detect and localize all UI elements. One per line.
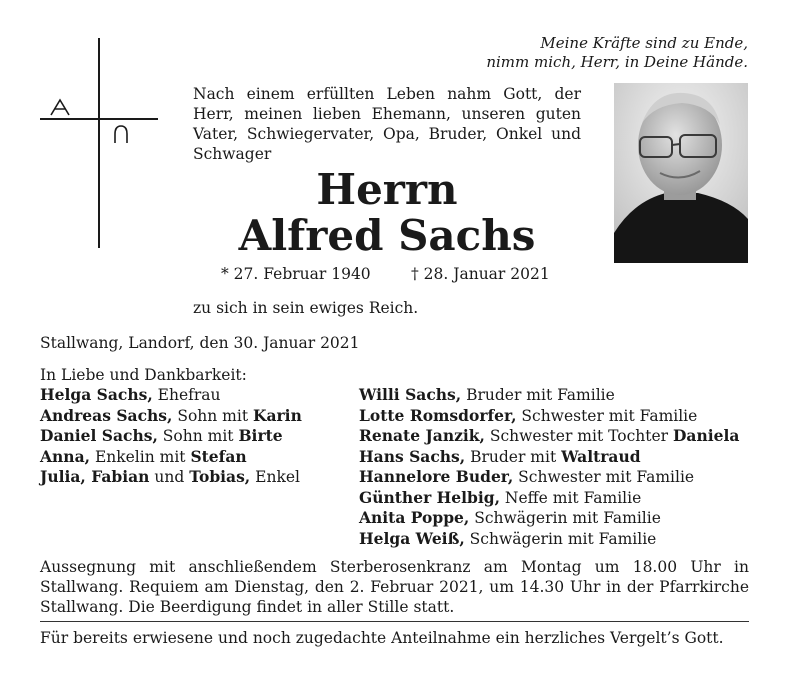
mourners-left-column: [40, 385, 350, 488]
mourner-relation: Neffe mit Familie: [499, 488, 642, 507]
mourner-entry: [40, 467, 350, 488]
mourner-relation: Schwester mit Tochter: [484, 427, 673, 445]
place-and-date: Stallwang, Landorf, den 30. Januar 2021: [40, 334, 360, 352]
mourner-name: Hannelore Buder,: [359, 467, 514, 486]
mourner-name: Karin: [253, 405, 302, 425]
mourner-entry: [359, 385, 751, 406]
portrait-photo: [614, 83, 748, 263]
motto: [486, 34, 748, 72]
motto-line-2: nimm mich, Herr, in Deine Hände.: [486, 53, 748, 71]
mourner-relation: Sohn mit: [172, 406, 253, 425]
death-date: † 28. Januar 2021: [411, 265, 550, 283]
funeral-service-info: Aussegnung mit anschließendem Sterberosenkranz am Montag um 18.00 Uhr in Stallwang. Requiem am Dienstag, den 2. Februar 2021, um 14.30 Uhr in der Pfarrkirche Stallwang. Die Beerdigung findet in aller Stille statt.: [40, 558, 749, 616]
mourner-entry: [359, 406, 751, 427]
mourner-name: Waltraud: [561, 446, 641, 466]
divider: [40, 621, 749, 622]
alpha-icon: [51, 100, 69, 115]
mourners-right-column: [359, 385, 751, 549]
mourner-entry: [40, 385, 350, 406]
mourner-relation: Schwester mit Familie: [513, 468, 695, 486]
mourner-name: Hans Sachs,: [359, 446, 466, 466]
cross-icon: [40, 38, 160, 248]
mourner-name: Renate Janzik,: [359, 426, 485, 445]
mourner-entry: [359, 426, 751, 447]
intro-text: Nach einem erfüllten Leben nahm Gott, der Herr, meinen lieben Ehemann, unseren guten Vater, Schwiegervater, Opa, Bruder, Onkel und Schwager: [193, 85, 581, 163]
mourner-relation: Enkelin mit: [90, 447, 191, 466]
mourner-name: Birte: [238, 426, 283, 445]
mourner-relation: Bruder mit: [465, 447, 562, 466]
salutation: Herrn: [316, 165, 458, 214]
mourner-name: Günther Helbig,: [359, 487, 500, 507]
birth-date: * 27. Februar 1940: [221, 265, 371, 283]
mourner-name: Anita Poppe,: [359, 508, 470, 527]
closing-phrase: zu sich in sein ewiges Reich.: [193, 299, 419, 317]
mourner-entry: [359, 447, 751, 468]
deceased-name: Alfred Sachs: [238, 211, 536, 260]
mourner-name: Julia, Fabian: [40, 467, 150, 486]
mourner-name: Andreas Sachs,: [40, 405, 173, 425]
mourner-name: Daniel Sachs,: [40, 426, 158, 445]
motto-line-1: Meine Kräfte sind zu Ende,: [540, 34, 748, 52]
mourner-name: Tobias,: [189, 467, 251, 486]
closing-thanks: Für bereits erwiesene und noch zugedachte Anteilnahme ein herzliches Vergelt’s Gott.: [40, 629, 724, 647]
mourner-entry: [359, 467, 751, 488]
mourner-name: Daniela: [672, 426, 740, 445]
mourner-name: Helga Weiß,: [359, 528, 465, 548]
mourner-relation: Schwägerin mit Familie: [464, 529, 657, 548]
mourner-relation: Schwägerin mit Familie: [469, 509, 661, 527]
mourner-relation: Sohn mit: [157, 427, 239, 445]
mourner-entry: [40, 426, 350, 447]
mourners-heading: In Liebe und Dankbarkeit:: [40, 366, 247, 384]
mourner-entry: [359, 508, 751, 529]
mourner-relation: Schwester mit Familie: [516, 406, 698, 425]
mourner-relation: Ehefrau: [152, 386, 221, 404]
mourner-entry: [359, 488, 751, 509]
mourner-relation: und: [149, 468, 190, 486]
mourner-name: Anna,: [40, 446, 91, 466]
mourner-name: Lotte Romsdorfer,: [359, 405, 517, 425]
mourner-entry: [40, 406, 350, 427]
mourner-relation: Enkel: [250, 468, 300, 486]
omega-icon: [115, 126, 127, 143]
mourner-name: Stefan: [190, 446, 247, 466]
mourner-relation: Bruder mit Familie: [461, 386, 615, 404]
mourner-name: Helga Sachs,: [40, 385, 153, 404]
mourner-entry: [359, 529, 751, 550]
mourner-name: Willi Sachs,: [359, 385, 462, 404]
mourner-entry: [40, 447, 350, 468]
